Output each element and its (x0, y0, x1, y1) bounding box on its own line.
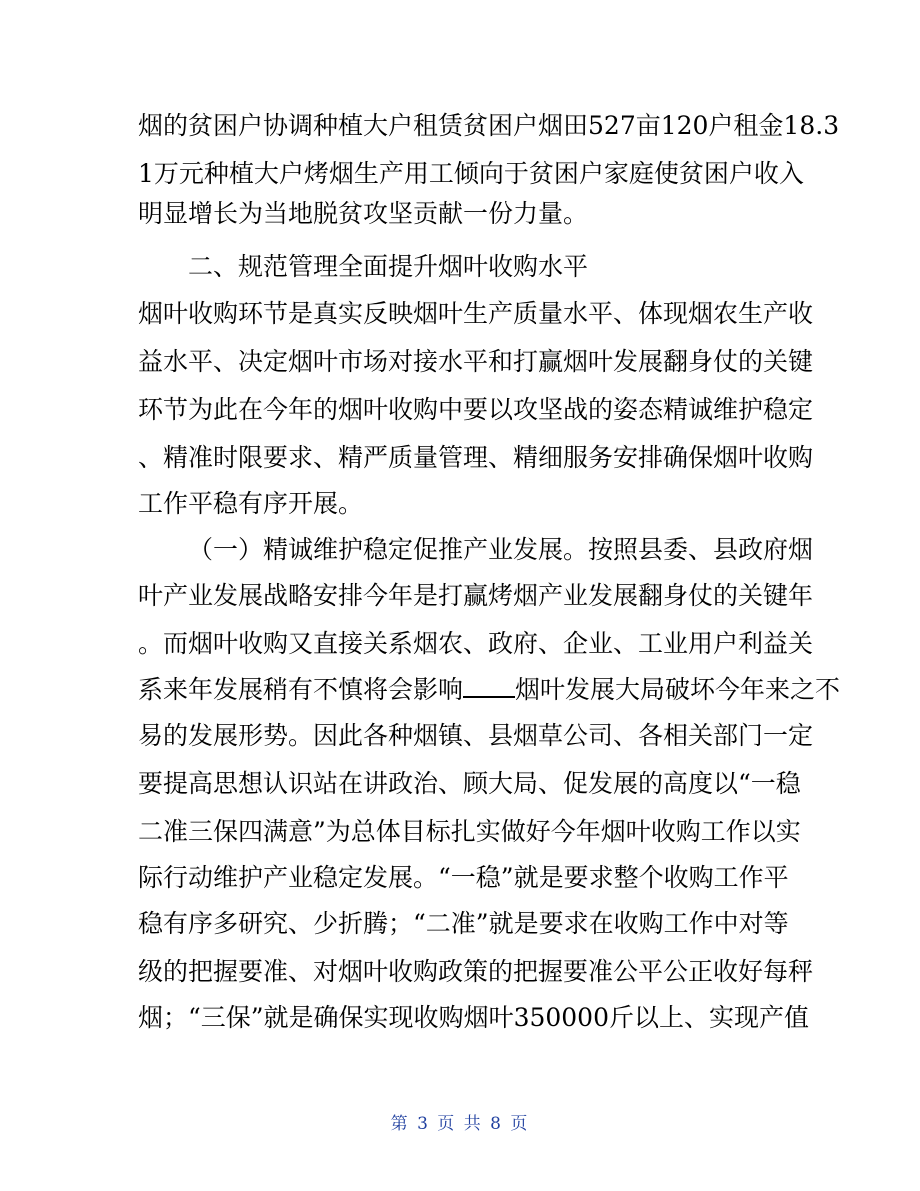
text-segment: 烟叶发展大局破坏今年来之不 (515, 675, 841, 704)
text-line: 烟的贫困户协调种植大户租赁贫困户烟田527亩120户租金18.3 (138, 111, 840, 140)
text-line: 二准三保四满意”为总体目标扎实做好今年烟叶收购工作以实 (138, 817, 801, 846)
text-line: 。而烟叶收购又直接关系烟农、政府、企业、工业用户利益关 (138, 629, 814, 658)
text-line: 要提高思想认识站在讲政治、顾大局、促发展的高度以“一稳 (138, 769, 801, 798)
text-line: 1万元种植大户烤烟生产用工倾向于贫困户家庭使贫困户收入 (138, 159, 804, 188)
text-segment: 系来年发展稍有不慎将会影响 (138, 675, 464, 704)
text-line: 烟；“三保”就是确保实现收购烟叶350000斤以上、实现产值 (138, 1003, 809, 1032)
text-line: 级的把握要准、对烟叶收购政策的把握要准公平公正收好每秤 (138, 957, 814, 986)
text-line: 明显增长为当地脱贫攻坚贡献一份力量。 (138, 199, 589, 228)
text-line: 烟叶收购环节是真实反映烟叶生产质量水平、体现烟农生产收 (138, 299, 814, 328)
text-line: 益水平、决定烟叶市场对接水平和打赢烟叶发展翻身仗的关键 (138, 347, 814, 376)
text-line (138, 670, 841, 710)
text-line: 易的发展形势。因此各种烟镇、县烟草公司、各相关部门一定 (138, 721, 814, 750)
text-line: 叶产业发展战略安排今年是打赢烤烟产业发展翻身仗的关键年 (138, 581, 814, 610)
text-line: （一）精诚维护稳定促推产业发展。按照县委、县政府烟 (188, 535, 814, 564)
blank-underline (463, 674, 515, 698)
text-line: 、精准时限要求、精严质量管理、精细服务安排确保烟叶收购 (138, 443, 814, 472)
section-heading: 二、规范管理全面提升烟叶收购水平 (188, 252, 589, 281)
text-line: 工作平稳有序开展。 (138, 489, 364, 518)
text-line: 际行动维护产业稳定发展。“一稳”就是要求整个收购工作平 (138, 863, 789, 892)
page-footer: 第 3 页 共 8 页 (390, 1114, 530, 1134)
text-line: 环节为此在今年的烟叶收购中要以攻坚战的姿态精诚维护稳定 (138, 395, 814, 424)
text-line: 稳有序多研究、少折腾；“二准”就是要求在收购工作中对等 (138, 909, 789, 938)
